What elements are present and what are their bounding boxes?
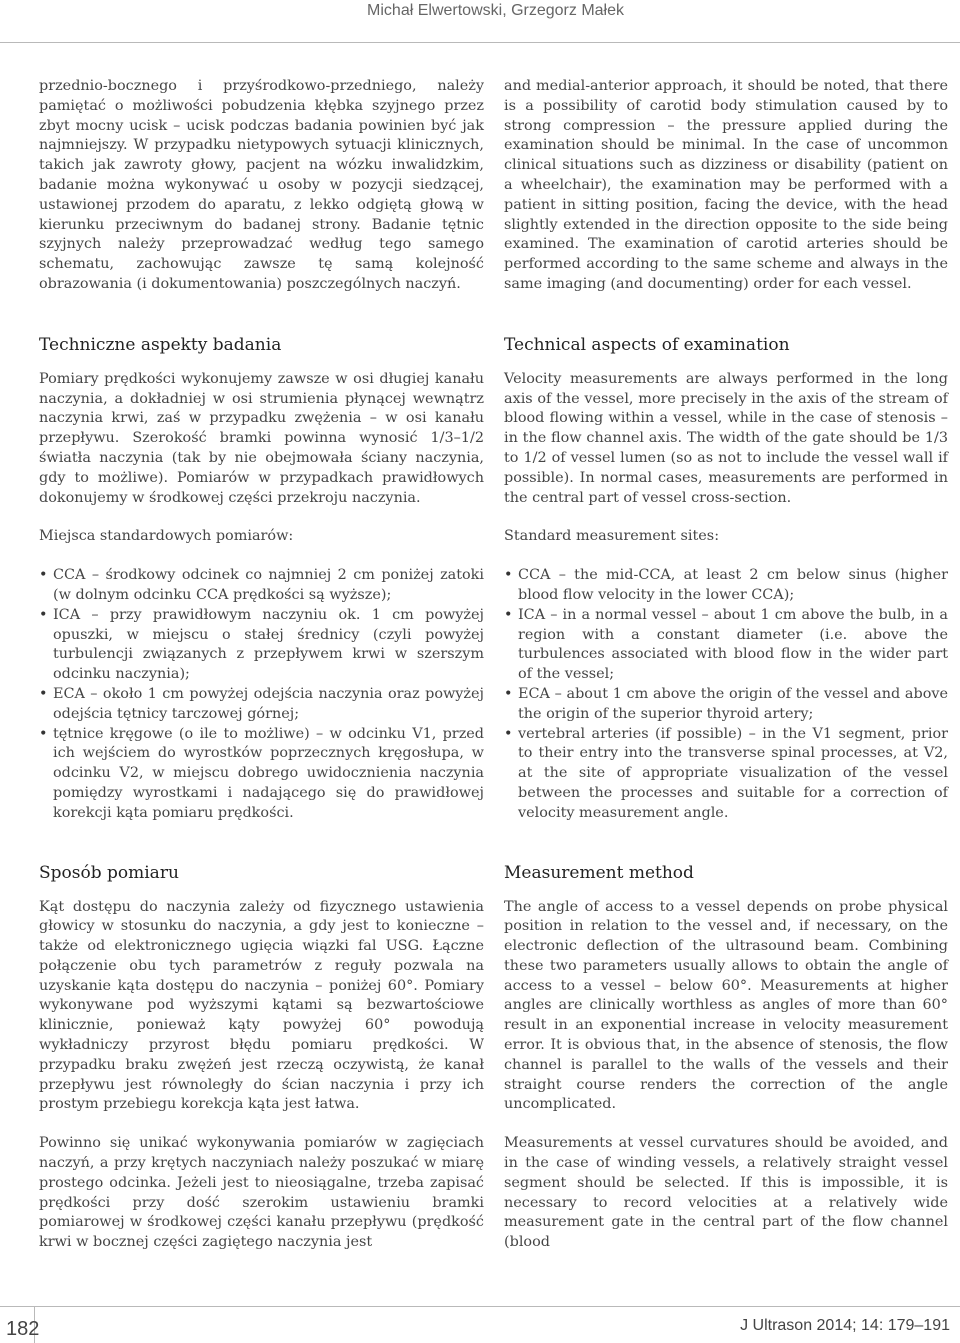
measurement-method-paragraph-2: Measurements at vessel curvatures should be avoided, and in the case of winding vessels, a relatively straight vessel segment should be selected. If this is impossible, it is necessary to record velocities at a relatively wide measurement gate in the central part of the flow channel (blood (504, 1135, 948, 1251)
section-heading-technical-aspects: Techniczne aspekty badania (39, 334, 282, 355)
section-heading-measurement-method: Sposób pomiaru (39, 862, 179, 883)
measurement-method-paragraph-2: Powinno się unikać wykonywania pomiarów w zagięciach naczyń, a przy krętych naczyniach należy poszukać w miarę prostego odcinka. Jeżeli jest to nieosiągalne, trzeba zapisać prędkości przy dość szerokim ustawieniu bramki pomiarowej w środkowej części kanału przepływu (prędkość krwi w bocznej części zagiętego naczynia jest (39, 1135, 484, 1251)
intro-paragraph: przednio-bocznego i przyśrodkowo-przedniego, należy pamiętać o możliwości pobudzenia kłębka szyjnego przez zbyt mocny ucisk – ucisk podczas badania powinien być jak najmniejszy. W przypadku nietypowych sytuacji klinicznych, takich jak zawroty głowy, pacjent na wózku inwalidzkim, badanie można wykonywać u osoby w pozycji siedzącej, ustawionej przodem do aparatu, z lekko odgiętą głową w kierunku przeciwnym do badanej strony. Badanie tętnic szyjnych należy przeprowadzać według tego samego schematu, zachowując zawsze tę samą kolejność obrazowania (i dokumentowania) poszczególnych naczyń. (39, 78, 484, 292)
list-item: • ICA – in a normal vessel – about 1 cm above the bulb, in a region with a constant diameter (i.e. above the turbulences associated with blood flow in the wider part of the vessel; (504, 606, 948, 685)
list-item: • CCA – środkowy odcinek co najmniej 2 cm poniżej zatoki (w dolnym odcinku CCA prędkości są wyższe); (39, 566, 484, 606)
technical-aspects-paragraph: Velocity measurements are always performed in the long axis of the vessel, more precisely in the axis of the stream of blood flowing within a vessel, while in the case of stenosis – in the flow channel axis. The width of the gate should be 1/3 to 1/2 of vessel lumen (so as not to include the vessel wall if possible). In normal cases, measurements are performed in the central part of vessel cross-section. (504, 370, 948, 506)
header-divider (0, 42, 960, 43)
measurement-sites-list (504, 566, 948, 823)
journal-citation: J Ultrason 2014; 14: 179–191 (740, 1317, 950, 1334)
list-item: • vertebral arteries (if possible) – in the V1 segment, prior to their entry into the transverse spinal processes, at V2, at the site of appropriate visualization of the vessel between the processes and suitable for a correction of velocity measurement angle. (504, 725, 948, 824)
measurement-method-paragraph-1: Kąt dostępu do naczynia zależy od fizycznego ustawienia głowicy w stosunku do naczynia, a gdy jest to konieczne – także od elektronicznego ugięcia wiązki fal USG. Łączne połączenie obu tych parametrów z reguły pozwala na uzyskanie kąta dostępu do naczynia – poniżej 60°. Pomiary wykonywane pod wyższymi kątami są bezwartościowe klinicznie, ponieważ kąty powyżej 60° powodują wykładniczy przyrost błędu pomiaru prędkości. W przypadku braku zwężeń jest rzeczą oczywistą, że kanał przepływu jest równoległy do ścian naczynia i przy ich prostym przebiegu korekcja kąta jest łatwa. (39, 898, 484, 1113)
section-heading-measurement-method: Measurement method (504, 862, 694, 883)
list-item: • CCA – the mid-CCA, at least 2 cm below sinus (higher blood flow velocity in the lower CCA); (504, 566, 948, 606)
footer-divider (0, 1306, 960, 1307)
section-heading-technical-aspects: Technical aspects of examination (504, 334, 790, 355)
left-column-polish (39, 77, 484, 1253)
list-item: • ICA – przy prawidłowym naczyniu ok. 1 cm powyżej opuszki, w miejscu o stałej średnicy (czyli powyżej turbulencji związanych z przepływem krwi w szerszym odcinku naczynia); (39, 606, 484, 685)
list-item: • tętnice kręgowe (o ile to możliwe) – w odcinku V1, przed ich wejściem do wyrostków poprzecznych kręgosłupa, w odcinku V2, w miejscu dobrego uwidocznienia naczynia pomiędzy wyrostkami i nadającego się do prawidłowej korekcji kąta pomiaru prędkości. (39, 725, 484, 824)
measurement-sites-list (39, 566, 484, 823)
right-column-english (504, 77, 948, 1253)
measurement-sites-intro: Miejsca standardowych pomiarów: (39, 528, 294, 545)
list-item: • ECA – około 1 cm powyżej odejścia naczynia oraz powyżej odejścia tętnicy tarczowej górnej; (39, 685, 484, 725)
page-number: 182 (6, 1318, 40, 1340)
technical-aspects-paragraph: Pomiary prędkości wykonujemy zawsze w osi długiej kanału naczynia, a dokładniej w osi strumienia płynącej wewnątrz naczynia krwi, zaś w przypadku zwężenia – w osi kanału przepływu. Szerokość bramki powinna wynosić 1/3–1/2 światła naczynia (tak by nie obejmowała ściany naczynia, gdy to możliwe). Pomiarów w przypadkach prawidłowych dokonujemy w środkowej części przekroju naczynia. (39, 370, 484, 506)
measurement-method-paragraph-1: The angle of access to a vessel depends on probe physical position in relation to the vessel and, if necessary, on the electronic deflection of the ultrasound beam. Combining these two parameters usually allows to obtain the angle of access to a vessel – below 60°. Measurements at higher angles are clinically worthless as angles of more than 60° result in an exponential increase in velocity measurement error. It is obvious that, in the absence of stenosis, the flow channel is parallel to the walls of the vessels and their straight course renders the correction of the angle uncomplicated. (504, 898, 948, 1113)
running-header-authors: Michał Elwertowski, Grzegorz Małek (367, 2, 624, 19)
measurement-sites-intro: Standard measurement sites: (504, 528, 720, 545)
list-item: • ECA – about 1 cm above the origin of the vessel and above the origin of the superior thyroid artery; (504, 685, 948, 725)
intro-paragraph: and medial-anterior approach, it should be noted, that there is a possibility of carotid body stimulation caused by to strong compression – the pressure applied during the examination should be minimal. In the case of uncommon clinical situations such as dizziness or disability (patient on a wheelchair), the examination may be performed with a patient in sitting position, facing the device, with the head slightly extended in the direction opposite to the side being examined. The examination of carotid arteries should be performed according to the same scheme and always in the same imaging (and documenting) order for each vessel. (504, 78, 948, 292)
